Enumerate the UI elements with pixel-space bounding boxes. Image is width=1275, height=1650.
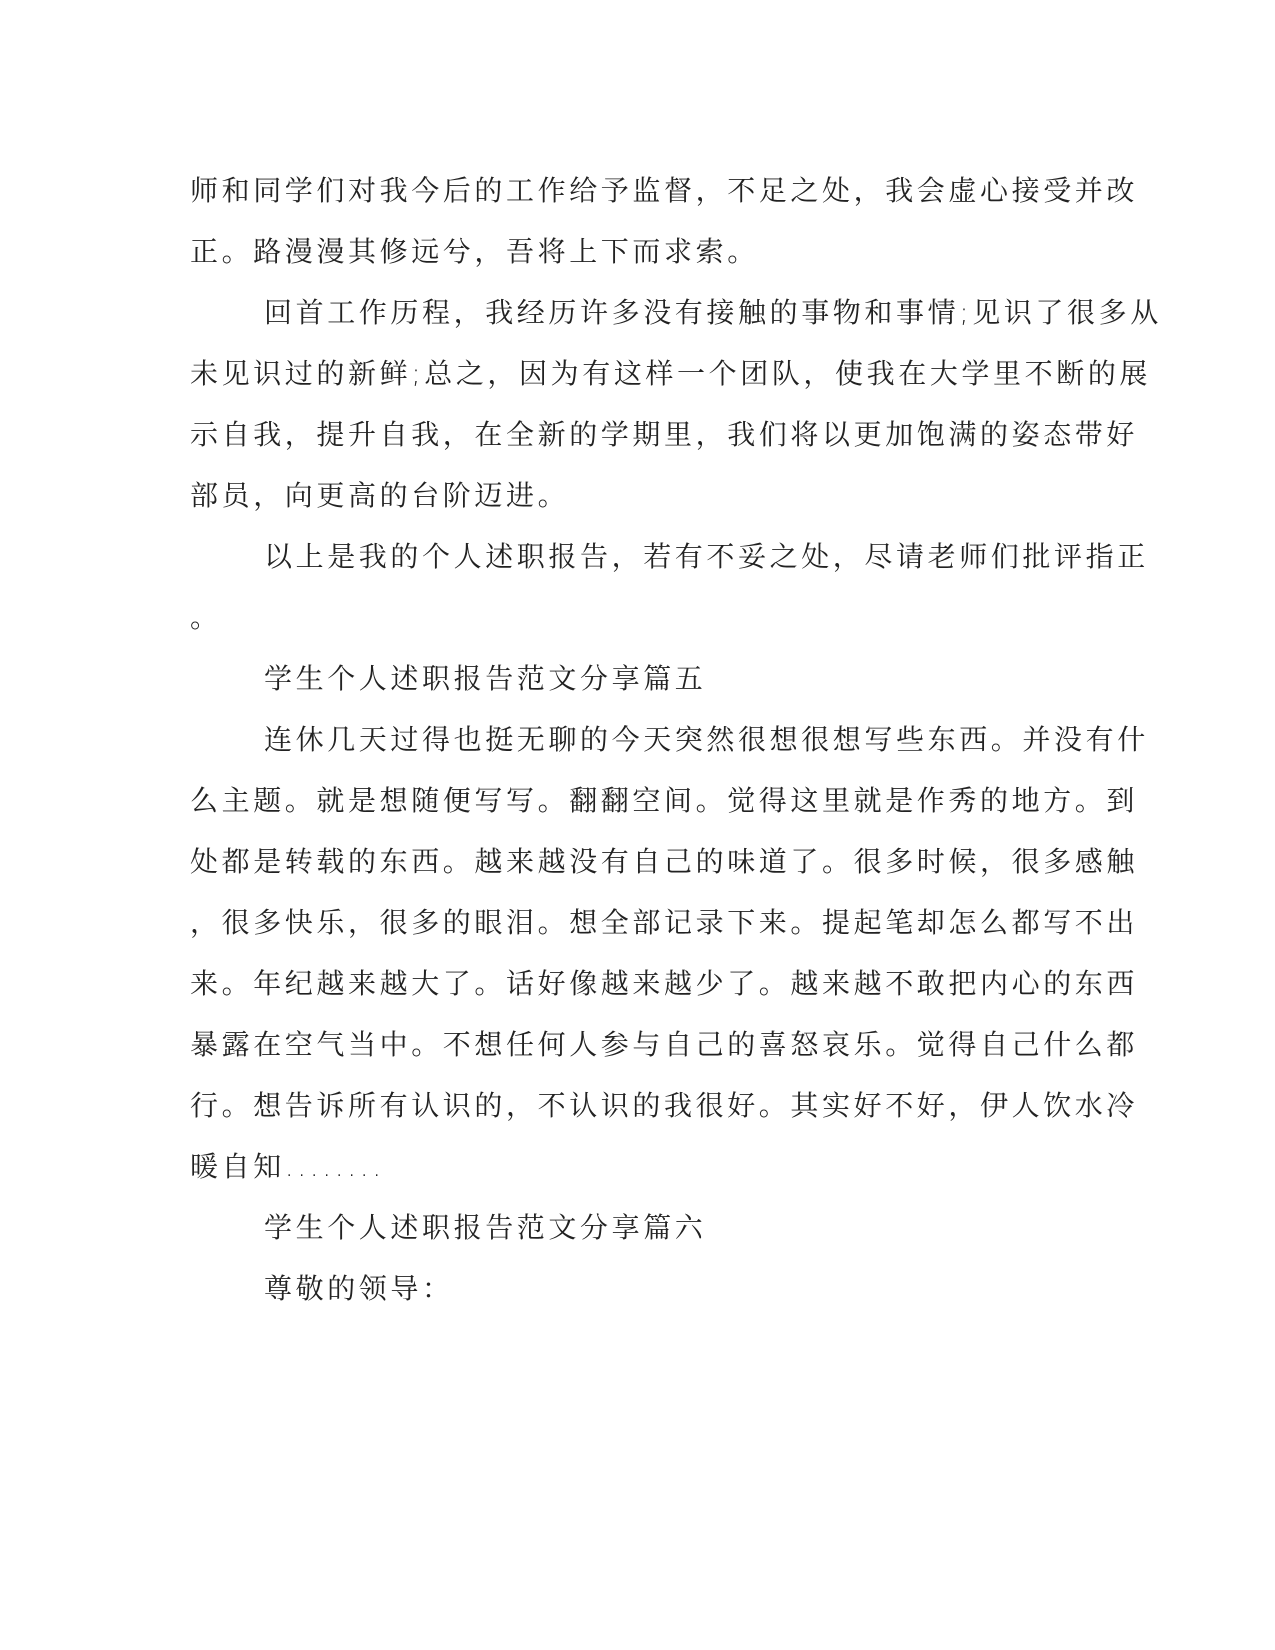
text-line: 。 [190, 601, 222, 634]
text-line: 示自我，提升自我，在全新的学期里，我们将以更加饱满的姿态带好 [190, 418, 1139, 451]
text-line: 处都是转载的东西。越来越没有自己的味道了。很多时候，很多感触 [190, 845, 1139, 878]
text-line: 暖自知........ [190, 1150, 385, 1183]
text-line: 师和同学们对我今后的工作给予监督，不足之处，我会虚心接受并改 [190, 174, 1139, 207]
text-line: 部员，向更高的台阶迈进。 [190, 479, 570, 512]
salutation-line: 尊敬的领导： [264, 1272, 454, 1305]
paragraph-start-line: 以上是我的个人述职报告，若有不妥之处，尽请老师们批评指正 [264, 540, 1149, 573]
text-line: 暴露在空气当中。不想任何人参与自己的喜怒哀乐。觉得自己什么都 [190, 1028, 1139, 1061]
text-line: 么主题。就是想随便写写。翻翻空间。觉得这里就是作秀的地方。到 [190, 784, 1139, 817]
text-line: 来。年纪越来越大了。话好像越来越少了。越来越不敢把内心的东西 [190, 967, 1139, 1000]
text-line: ，很多快乐，很多的眼泪。想全部记录下来。提起笔却怎么都写不出 [190, 906, 1139, 939]
text-line: 正。路漫漫其修远兮，吾将上下而求索。 [190, 235, 759, 268]
paragraph-start-line: 连休几天过得也挺无聊的今天突然很想很想写些东西。并没有什 [264, 723, 1149, 756]
section-heading: 学生个人述职报告范文分享篇五 [264, 662, 707, 695]
section-heading: 学生个人述职报告范文分享篇六 [264, 1211, 707, 1244]
text-line: 未见识过的新鲜;总之，因为有这样一个团队，使我在大学里不断的展 [190, 357, 1152, 390]
text-line: 行。想告诉所有认识的，不认识的我很好。其实好不好，伊人饮水冷 [190, 1089, 1139, 1122]
paragraph-start-line: 回首工作历程，我经历许多没有接触的事物和事情;见识了很多从 [264, 296, 1162, 329]
document-body [190, 160, 1162, 1319]
